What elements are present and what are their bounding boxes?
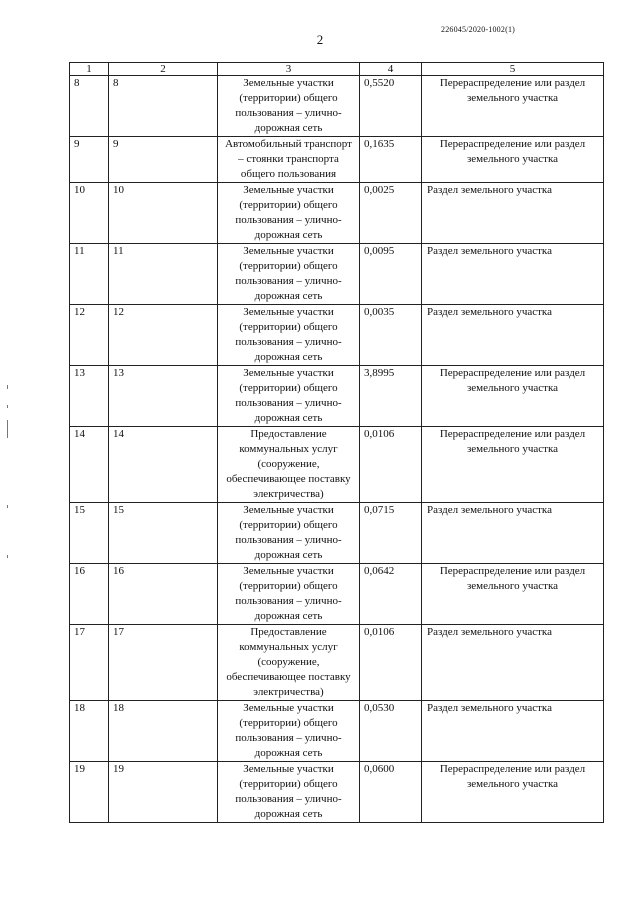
row-number: 13: [70, 366, 109, 427]
permitted-use: Земельные участки (территории) общего пользования – улично-дорожная сеть: [218, 366, 360, 427]
formation-method: Раздел земельного участка: [422, 305, 604, 366]
column-header: 2: [109, 63, 218, 76]
scan-margin-mark: [7, 405, 8, 408]
row-number: 8: [70, 76, 109, 137]
formation-method: Перераспределение или раздел земельного участка: [422, 762, 604, 823]
land-plots-table: [69, 62, 604, 823]
row-number: 17: [70, 625, 109, 701]
row-number: 14: [70, 427, 109, 503]
plot-number: 19: [109, 762, 218, 823]
plot-number: 17: [109, 625, 218, 701]
scan-margin-mark: [7, 555, 8, 558]
formation-method: Перераспределение или раздел земельного участка: [422, 427, 604, 503]
formation-method: Раздел земельного участка: [422, 183, 604, 244]
permitted-use: Земельные участки (территории) общего пользования – улично-дорожная сеть: [218, 76, 360, 137]
formation-method: Перераспределение или раздел земельного участка: [422, 76, 604, 137]
formation-method: Перераспределение или раздел земельного участка: [422, 366, 604, 427]
row-number: 12: [70, 305, 109, 366]
row-number: 9: [70, 137, 109, 183]
permitted-use: Земельные участки (территории) общего пользования – улично-дорожная сеть: [218, 305, 360, 366]
plot-number: 12: [109, 305, 218, 366]
scan-margin-mark: [7, 385, 8, 389]
formation-method: Раздел земельного участка: [422, 701, 604, 762]
formation-method: Раздел земельного участка: [422, 244, 604, 305]
document-id: 226045/2020-1002(1): [441, 25, 516, 34]
permitted-use: Земельные участки (территории) общего пользования – улично-дорожная сеть: [218, 564, 360, 625]
table-row: [70, 427, 604, 503]
row-number: 15: [70, 503, 109, 564]
plot-number: 8: [109, 76, 218, 137]
formation-method: Раздел земельного участка: [422, 625, 604, 701]
formation-method: Перераспределение или раздел земельного участка: [422, 137, 604, 183]
formation-method: Перераспределение или раздел земельного участка: [422, 564, 604, 625]
column-header: 4: [360, 63, 422, 76]
permitted-use: Земельные участки (территории) общего пользования – улично-дорожная сеть: [218, 503, 360, 564]
area-value: 0,0600: [360, 762, 422, 823]
table-row: [70, 701, 604, 762]
row-number: 10: [70, 183, 109, 244]
plot-number: 11: [109, 244, 218, 305]
table-header-row: [70, 63, 604, 76]
formation-method: Раздел земельного участка: [422, 503, 604, 564]
plot-number: 13: [109, 366, 218, 427]
scan-margin-mark: [7, 420, 8, 438]
table-row: [70, 564, 604, 625]
area-value: 0,1635: [360, 137, 422, 183]
plot-number: 15: [109, 503, 218, 564]
column-header: 3: [218, 63, 360, 76]
plot-number: 18: [109, 701, 218, 762]
permitted-use: Земельные участки (территории) общего пользования – улично-дорожная сеть: [218, 701, 360, 762]
plot-number: 10: [109, 183, 218, 244]
area-value: 0,0095: [360, 244, 422, 305]
area-value: 0,0715: [360, 503, 422, 564]
row-number: 18: [70, 701, 109, 762]
table-row: [70, 366, 604, 427]
area-value: 0,5520: [360, 76, 422, 137]
plot-number: 9: [109, 137, 218, 183]
table-row: [70, 76, 604, 137]
plot-number: 16: [109, 564, 218, 625]
area-value: 3,8995: [360, 366, 422, 427]
area-value: 0,0642: [360, 564, 422, 625]
column-header: 5: [422, 63, 604, 76]
column-header: 1: [70, 63, 109, 76]
table-row: [70, 244, 604, 305]
scan-margin-mark: [7, 505, 8, 508]
table-row: [70, 305, 604, 366]
table-row: [70, 183, 604, 244]
area-value: 0,0025: [360, 183, 422, 244]
permitted-use: Земельные участки (территории) общего пользования – улично-дорожная сеть: [218, 183, 360, 244]
area-value: 0,0106: [360, 625, 422, 701]
table-row: [70, 137, 604, 183]
permitted-use: Предоставление коммунальных услуг (сооружение, обеспечивающее поставку электричества): [218, 625, 360, 701]
permitted-use: Предоставление коммунальных услуг (сооружение, обеспечивающее поставку электричества): [218, 427, 360, 503]
area-value: 0,0530: [360, 701, 422, 762]
area-value: 0,0106: [360, 427, 422, 503]
row-number: 19: [70, 762, 109, 823]
row-number: 11: [70, 244, 109, 305]
page-number: 2: [316, 32, 324, 47]
row-number: 16: [70, 564, 109, 625]
plot-number: 14: [109, 427, 218, 503]
table-row: [70, 503, 604, 564]
permitted-use: Земельные участки (территории) общего пользования – улично-дорожная сеть: [218, 244, 360, 305]
permitted-use: Земельные участки (территории) общего пользования – улично-дорожная сеть: [218, 762, 360, 823]
area-value: 0,0035: [360, 305, 422, 366]
table-row: [70, 762, 604, 823]
table-row: [70, 625, 604, 701]
permitted-use: Автомобильный транспорт – стоянки транспорта общего пользования: [218, 137, 360, 183]
